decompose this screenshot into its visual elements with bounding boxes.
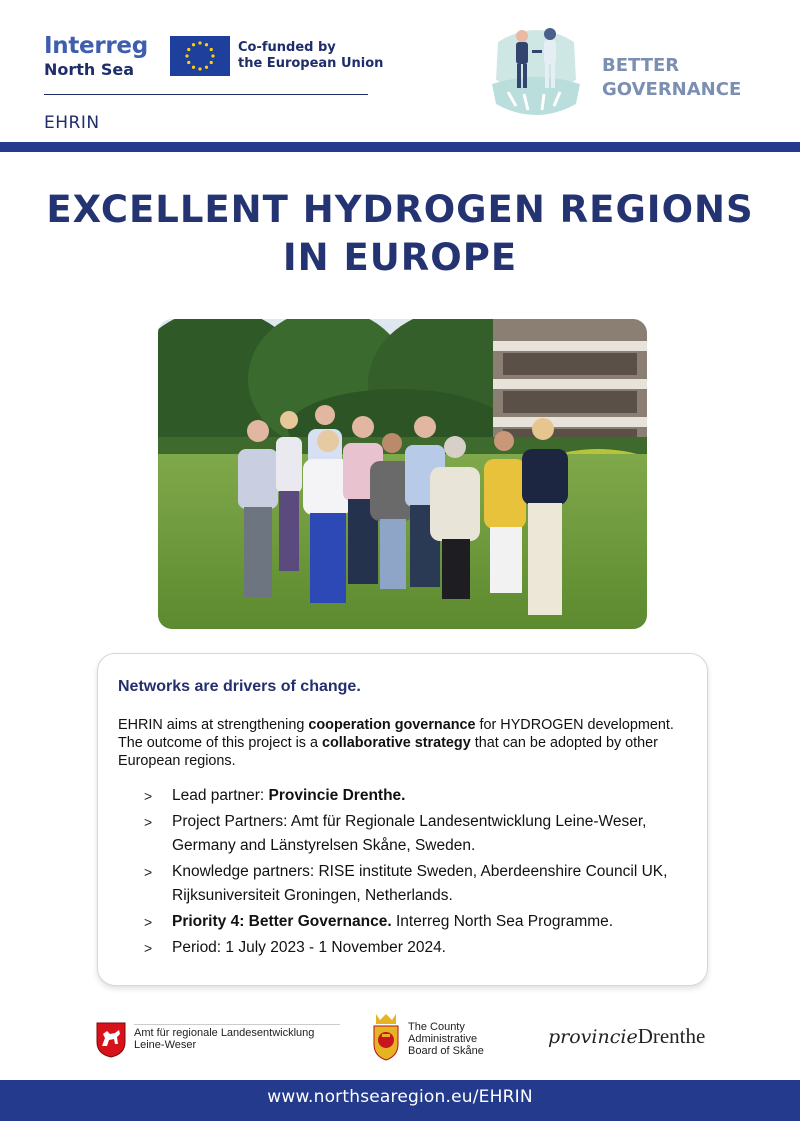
eu-star [198,67,201,70]
amt-line-1: Amt für regionale Landesentwicklung [134,1027,315,1039]
page-title [0,186,800,282]
priority-rest: Interreg North Sea Programme. [391,913,614,930]
project-code: EHRIN [44,113,100,133]
list-item [144,810,704,858]
better-governance-illustration-icon [488,22,584,126]
skane-line-3: Board of Skåne [408,1045,484,1057]
header-divider [44,94,368,95]
card-intro [118,716,698,770]
eu-star [185,54,188,57]
lead-value: Provincie Drenthe. [268,787,406,804]
knowledge-partners-line-1: Knowledge partners: RISE institute Sweden, Aberdeenshire Council UK, [172,863,668,880]
skane-county-logo [372,1012,502,1064]
eu-star [210,48,213,51]
intro-bold-1: cooperation governance [308,717,476,733]
skane-crest-icon [372,1012,400,1062]
bullet-marker: > [144,788,153,804]
amt-line-2: Leine-Weser [134,1039,197,1051]
interreg-logo [44,34,148,80]
footer-band [0,1080,800,1121]
drenthe-part-2: Drenthe [637,1024,706,1048]
eu-star [210,61,213,64]
footer-url[interactable]: www.northsearegion.eu/EHRIN [267,1087,533,1107]
interreg-region: North Sea [44,60,135,79]
eu-star [205,43,208,46]
priority-wordmark [602,54,741,102]
list-item [144,860,704,908]
period-text: Period: 1 July 2023 - 1 November 2024. [172,939,446,956]
project-partners-line-2: Germany and Länstyrelsen Skåne, Sweden. [172,837,476,854]
bullet-marker: > [144,914,153,930]
list-item [144,910,704,934]
skane-line-2: Administrative [408,1033,478,1045]
info-card [97,653,708,986]
card-heading: Networks are drivers of change. [118,678,361,695]
knowledge-partners-line-2: Rijksuniversiteit Groningen, Netherlands. [172,887,453,904]
eu-star [211,54,214,57]
project-partners-line-1: Project Partners: Amt für Regionale Landesentwicklung Leine-Weser, [172,813,647,830]
eu-star [205,66,208,69]
list-item [144,936,704,960]
eu-star [192,66,195,69]
title-line-2: IN EUROPE [282,236,518,279]
bullet-marker: > [144,864,153,880]
intro-bold-2: collaborative strategy [321,735,471,751]
amt-divider [134,1024,340,1025]
priority-line-1: BETTER [602,55,680,76]
eu-cofunded-text [238,40,383,72]
amt-text [134,1027,314,1051]
drenthe-part-1: provincie [548,1026,638,1048]
interreg-wordmark: Interreg [44,33,148,59]
eu-star [192,43,195,46]
bullet-marker: > [144,940,153,956]
eu-flag-icon [170,36,230,76]
cofunded-line-1: Co-funded by [238,40,336,55]
lead-label: Lead partner: [172,787,269,804]
title-line-1: EXCELLENT HYDROGEN REGIONS [46,188,754,231]
eu-star [187,61,190,64]
header-band [0,142,800,152]
group-photo-icon [158,319,647,629]
intro-text-1: EHRIN aims at strengthening [118,717,309,733]
list-item [144,784,704,808]
skane-text [408,1021,484,1057]
cofunded-line-2: the European Union [238,56,384,71]
amt-leine-weser-logo [96,1022,326,1062]
intro-text-2: for HYDROGEN development. The outcome of this project is a [118,717,674,751]
partner-list [144,784,704,962]
skane-line-1: The County [408,1021,465,1033]
eu-star [198,41,201,44]
bullet-marker: > [144,814,153,830]
eu-star [187,48,190,51]
header [0,0,800,142]
priority-bold: Priority 4: Better Governance. [172,913,392,930]
lower-saxony-horse-icon [96,1022,126,1058]
intro-text-3: that can be adopted by other European regions. [118,735,658,769]
priority-line-2: GOVERNANCE [602,79,742,100]
provincie-drenthe-logo [548,1024,705,1049]
